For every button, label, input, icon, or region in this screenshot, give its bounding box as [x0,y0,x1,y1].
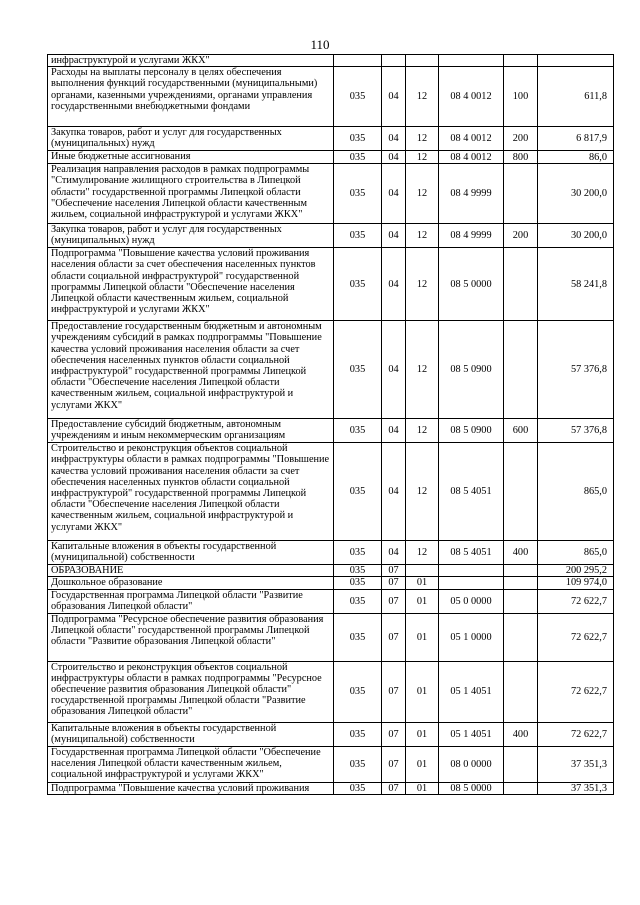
row-expense-type-cell [504,782,538,794]
row-expense-type-cell [504,613,538,661]
row-target-article-cell: 08 5 4051 [439,541,504,565]
row-target-article-cell: 08 5 0900 [439,419,504,443]
budget-table [47,54,614,795]
row-expense-type-cell [504,746,538,782]
row-target-article-cell: 08 5 0000 [439,248,504,321]
row-ved-code-cell: 035 [334,321,382,419]
row-target-article-cell: 05 1 4051 [439,661,504,722]
row-ved-code-cell: 035 [334,419,382,443]
row-subsection-code-cell: 12 [406,321,439,419]
row-ved-code-cell: 035 [334,164,382,224]
row-name-cell: Расходы на выплаты персоналу в целях обеспечения выполнения функций государственными (муниципальными) органами, казенными учреждениями, органами управления государственными внебюджетными фондами [48,67,334,127]
row-expense-type-cell [504,565,538,577]
row-name-cell: инфраструктурой и услугами ЖКХ" [48,55,334,67]
row-subsection-code-cell [406,565,439,577]
row-subsection-code-cell: 01 [406,577,439,589]
row-expense-type-cell: 400 [504,541,538,565]
row-subsection-code-cell: 12 [406,164,439,224]
row-target-article-cell: 05 1 0000 [439,613,504,661]
row-ved-code-cell: 035 [334,577,382,589]
table-row [48,565,614,577]
row-section-code-cell: 07 [382,661,406,722]
row-subsection-code-cell: 12 [406,67,439,127]
row-section-code-cell: 04 [382,127,406,151]
row-amount-cell: 200 295,2 [538,565,614,577]
row-expense-type-cell [504,55,538,67]
table-row [48,164,614,224]
row-subsection-code-cell: 12 [406,151,439,164]
row-name-cell: Государственная программа Липецкой области "Развитие образования Липецкой области" [48,589,334,613]
row-name-cell: Закупка товаров, работ и услуг для государственных (муниципальных) нужд [48,127,334,151]
row-amount-cell: 30 200,0 [538,164,614,224]
row-ved-code-cell: 035 [334,127,382,151]
row-section-code-cell: 07 [382,746,406,782]
table-row [48,127,614,151]
row-expense-type-cell [504,248,538,321]
row-target-article-cell: 08 4 9999 [439,164,504,224]
row-ved-code-cell: 035 [334,565,382,577]
row-subsection-code-cell: 01 [406,746,439,782]
row-amount-cell: 57 376,8 [538,419,614,443]
row-expense-type-cell [504,321,538,419]
row-target-article-cell: 08 5 4051 [439,443,504,541]
table-row [48,419,614,443]
row-name-cell: Подпрограмма "Ресурсное обеспечение развития образования Липецкой области" государственной программы Липецкой области "Развитие образования Липецкой области" [48,613,334,661]
row-ved-code-cell: 035 [334,443,382,541]
row-amount-cell: 865,0 [538,443,614,541]
row-name-cell: Реализация направления расходов в рамках подпрограммы "Стимулирование жилищного строительства в Липецкой области" государственной программы Липецкой области "Обеспечение населения Липецкой области качественным жильем, социальной инфраструктурой и услугами ЖКХ" [48,164,334,224]
row-subsection-code-cell: 01 [406,589,439,613]
row-section-code-cell: 07 [382,782,406,794]
row-expense-type-cell [504,443,538,541]
row-subsection-code-cell: 01 [406,782,439,794]
row-amount-cell: 865,0 [538,541,614,565]
row-subsection-code-cell: 12 [406,248,439,321]
row-expense-type-cell: 400 [504,722,538,746]
table-row [48,55,614,67]
row-amount-cell: 30 200,0 [538,224,614,248]
row-amount-cell: 37 351,3 [538,746,614,782]
row-target-article-cell: 08 4 0012 [439,127,504,151]
row-amount-cell: 86,0 [538,151,614,164]
row-expense-type-cell [504,589,538,613]
row-amount-cell: 58 241,8 [538,248,614,321]
row-expense-type-cell [504,164,538,224]
row-name-cell: Государственная программа Липецкой области "Обеспечение населения Липецкой области качественным жильем, социальной инфраструктурой и услугами ЖКХ" [48,746,334,782]
table-row [48,151,614,164]
row-target-article-cell: 08 4 0012 [439,67,504,127]
row-ved-code-cell: 035 [334,722,382,746]
table-row [48,589,614,613]
row-name-cell: Закупка товаров, работ и услуг для государственных (муниципальных) нужд [48,224,334,248]
row-name-cell: Капитальные вложения в объекты государственной (муниципальной) собственности [48,722,334,746]
row-target-article-cell: 08 0 0000 [439,746,504,782]
row-subsection-code-cell: 01 [406,661,439,722]
table-row [48,661,614,722]
row-expense-type-cell [504,577,538,589]
row-amount-cell: 6 817,9 [538,127,614,151]
row-subsection-code-cell [406,55,439,67]
row-name-cell: Капитальные вложения в объекты государственной (муниципальной) собственности [48,541,334,565]
row-ved-code-cell: 035 [334,67,382,127]
table-row [48,224,614,248]
table-row [48,443,614,541]
row-section-code-cell: 07 [382,722,406,746]
row-ved-code-cell: 035 [334,151,382,164]
table-row [48,541,614,565]
row-section-code-cell: 07 [382,577,406,589]
row-section-code-cell: 07 [382,613,406,661]
row-amount-cell: 57 376,8 [538,321,614,419]
row-ved-code-cell: 035 [334,613,382,661]
row-target-article-cell: 05 1 4051 [439,722,504,746]
row-section-code-cell: 04 [382,321,406,419]
row-name-cell: Строительство и реконструкция объектов социальной инфраструктуры области в рамках подпрограммы "Повышение качества условий проживания населения области за счет обеспечения населенных пунктов области социальной инфраструктурой" государственной программы Липецкой области "Обеспечение населения Липецкой области качественным жильем, социальной инфраструктурой и услугами ЖКХ" [48,443,334,541]
row-ved-code-cell [334,55,382,67]
row-amount-cell: 37 351,3 [538,782,614,794]
row-expense-type-cell: 600 [504,419,538,443]
row-subsection-code-cell: 12 [406,127,439,151]
row-section-code-cell: 04 [382,67,406,127]
row-target-article-cell: 08 4 0012 [439,151,504,164]
row-section-code-cell [382,55,406,67]
row-expense-type-cell: 200 [504,224,538,248]
row-name-cell: Строительство и реконструкция объектов социальной инфраструктуры области в рамках подпрограммы "Ресурсное обеспечение развития образования Липецкой области" государственной программы Липецкой области "Развитие образования Липецкой области" [48,661,334,722]
row-section-code-cell: 04 [382,224,406,248]
row-name-cell: Дошкольное образование [48,577,334,589]
table-row [48,67,614,127]
row-target-article-cell: 05 0 0000 [439,589,504,613]
table-row [48,613,614,661]
table-row [48,782,614,794]
row-ved-code-cell: 035 [334,589,382,613]
row-subsection-code-cell: 12 [406,443,439,541]
row-subsection-code-cell: 12 [406,419,439,443]
row-ved-code-cell: 035 [334,746,382,782]
row-section-code-cell: 04 [382,541,406,565]
row-ved-code-cell: 035 [334,541,382,565]
row-target-article-cell [439,577,504,589]
row-section-code-cell: 04 [382,248,406,321]
row-target-article-cell [439,565,504,577]
table-row [48,746,614,782]
table-row [48,577,614,589]
row-subsection-code-cell: 01 [406,613,439,661]
row-amount-cell [538,55,614,67]
row-section-code-cell: 04 [382,164,406,224]
row-section-code-cell: 07 [382,589,406,613]
row-subsection-code-cell: 01 [406,722,439,746]
row-name-cell: Предоставление субсидий бюджетным, автономным учреждениям и иным некоммерческим организациям [48,419,334,443]
row-target-article-cell: 08 5 0900 [439,321,504,419]
row-expense-type-cell [504,661,538,722]
row-amount-cell: 72 622,7 [538,589,614,613]
row-ved-code-cell: 035 [334,782,382,794]
row-amount-cell: 109 974,0 [538,577,614,589]
row-name-cell: ОБРАЗОВАНИЕ [48,565,334,577]
budget-table-body [48,55,614,795]
table-row [48,248,614,321]
row-expense-type-cell: 800 [504,151,538,164]
row-name-cell: Подпрограмма "Повышение качества условий проживания населения области за счет обеспечения населенных пунктов области социальной инфраструктурой" государственной программы Липецкой области "Обеспечение населения Липецкой области качественным жильем, социальной инфраструктурой и услугами ЖКХ" [48,248,334,321]
row-section-code-cell: 04 [382,443,406,541]
row-amount-cell: 611,8 [538,67,614,127]
row-ved-code-cell: 035 [334,248,382,321]
row-amount-cell: 72 622,7 [538,661,614,722]
row-expense-type-cell: 100 [504,67,538,127]
row-section-code-cell: 04 [382,419,406,443]
row-name-cell: Предоставление государственным бюджетным и автономным учреждениям субсидий в рамках подпрограммы "Повышение качества условий проживания населения области за счет обеспечения населенных пунктов области социальной инфраструктурой" государственной программы Липецкой области "Обеспечение населения Липецкой области качественным жильем, социальной инфраструктурой и услугами ЖКХ" [48,321,334,419]
table-row [48,321,614,419]
row-section-code-cell: 07 [382,565,406,577]
row-amount-cell: 72 622,7 [538,722,614,746]
page-number: 110 [310,37,330,52]
row-target-article-cell: 08 4 9999 [439,224,504,248]
row-section-code-cell: 04 [382,151,406,164]
table-row [48,722,614,746]
row-subsection-code-cell: 12 [406,541,439,565]
row-subsection-code-cell: 12 [406,224,439,248]
row-amount-cell: 72 622,7 [538,613,614,661]
row-ved-code-cell: 035 [334,661,382,722]
row-target-article-cell: 08 5 0000 [439,782,504,794]
row-target-article-cell [439,55,504,67]
row-expense-type-cell: 200 [504,127,538,151]
row-name-cell: Подпрограмма "Повышение качества условий проживания [48,782,334,794]
row-name-cell: Иные бюджетные ассигнования [48,151,334,164]
row-ved-code-cell: 035 [334,224,382,248]
